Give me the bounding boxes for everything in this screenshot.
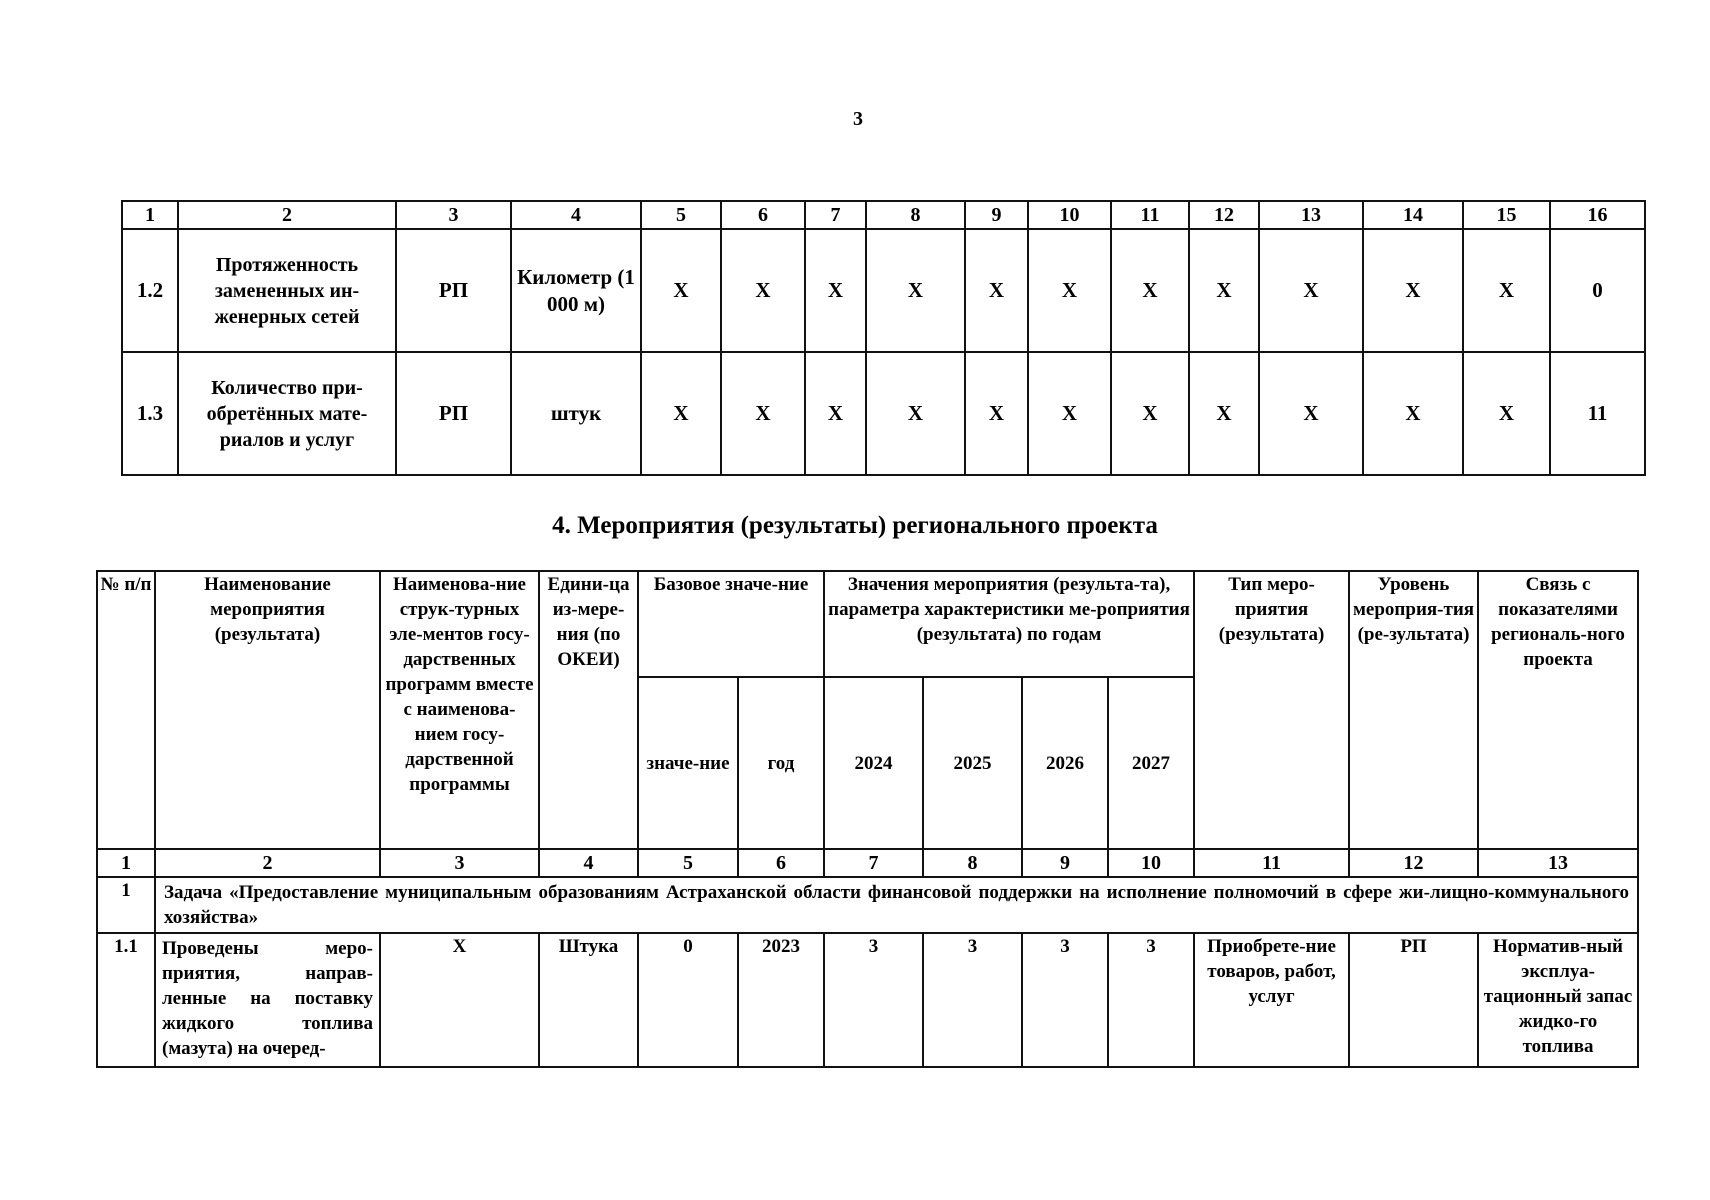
column-numbers-row [97, 849, 1638, 877]
column-number: 11 [1111, 201, 1189, 229]
header-year: 2027 [1108, 677, 1194, 849]
task-number: 1 [97, 877, 155, 933]
header-year: 2024 [824, 677, 923, 849]
indicators-table-continued [121, 200, 1646, 476]
table-cell: X [1111, 229, 1189, 352]
column-number: 6 [721, 201, 805, 229]
value-2027: 3 [1108, 933, 1194, 1067]
indicator-level: РП [396, 229, 511, 352]
header-unit: Едини-ца из-мере-ния (по ОКЕИ) [539, 571, 638, 849]
column-number: 11 [1194, 849, 1349, 877]
table-cell: X [1463, 229, 1550, 352]
column-number: 12 [1349, 849, 1478, 877]
activities-table [96, 570, 1639, 1068]
column-number: 2 [155, 849, 380, 877]
section-title: 4. Мероприятия (результаты) регионального проекта [552, 512, 1158, 539]
header-year: 2025 [923, 677, 1022, 849]
column-number: 7 [824, 849, 923, 877]
table-cell: X [1028, 229, 1111, 352]
column-number: 16 [1550, 201, 1645, 229]
table-cell: X [1463, 352, 1550, 475]
table-cell: X [965, 229, 1028, 352]
task-text: Задача «Предоставление муниципальным образованиям Астраханской области финансовой поддержки на исполнение полномочий в сфере жи-лищно-коммунального хозяйства» [155, 877, 1638, 933]
header-structural-elements: Наименова-ние струк-турных эле-ментов госу-дарственных программ вместе с наименова-нием госу-дарственной программы [380, 571, 539, 849]
value-2025: 3 [923, 933, 1022, 1067]
table-cell: X [866, 229, 965, 352]
column-number: 8 [866, 201, 965, 229]
link-indicators: Норматив-ный эксплуа-тационный запас жидко-го топлива [1478, 933, 1638, 1067]
table-cell: X [1028, 352, 1111, 475]
column-number: 3 [396, 201, 511, 229]
indicator-unit: штук [511, 352, 641, 475]
column-number: 13 [1259, 201, 1363, 229]
indicator-level: РП [396, 352, 511, 475]
indicator-name: Количество при-обретённых мате-риалов и услуг [178, 352, 396, 475]
activity-name: Проведены меро-приятия, направ-ленные на поставку жидкого топлива (мазута) на очеред- [155, 933, 380, 1067]
table-cell: X [1363, 352, 1463, 475]
table-row [122, 352, 1645, 475]
header-number: № п/п [97, 571, 155, 849]
activity-level: РП [1349, 933, 1478, 1067]
column-number: 2 [178, 201, 396, 229]
indicator-unit: Километр (1 000 м) [511, 229, 641, 352]
table-cell: X [1259, 229, 1363, 352]
column-number: 4 [539, 849, 638, 877]
column-number: 13 [1478, 849, 1638, 877]
header-activity-level: Уровень мероприя-тия (ре-зультата) [1349, 571, 1478, 849]
column-number: 1 [122, 201, 178, 229]
table-cell: X [805, 229, 866, 352]
column-number: 5 [638, 849, 738, 877]
column-number: 10 [1028, 201, 1111, 229]
row-number: 1.2 [122, 229, 178, 352]
table-cell: X [1189, 229, 1259, 352]
base-value: 0 [638, 933, 738, 1067]
row-number: 1.1 [97, 933, 155, 1067]
column-number: 8 [923, 849, 1022, 877]
base-year: 2023 [738, 933, 824, 1067]
column-number: 3 [380, 849, 539, 877]
table-cell: X [1189, 352, 1259, 475]
column-number: 5 [641, 201, 721, 229]
column-number: 12 [1189, 201, 1259, 229]
header-activity-name: Наименование мероприятия (результата) [155, 571, 380, 849]
header-year: 2026 [1022, 677, 1108, 849]
header-base-value: Базовое значе-ние [638, 571, 824, 677]
header-link-indicators: Связь с показателями региональ-ного проекта [1478, 571, 1638, 849]
structural-element: X [380, 933, 539, 1067]
table-cell: X [866, 352, 965, 475]
table-header-row [97, 571, 1638, 677]
table-cell-last: 0 [1550, 229, 1645, 352]
activity-type: Приобрете-ние товаров, работ, услуг [1194, 933, 1349, 1067]
column-number: 4 [511, 201, 641, 229]
table-cell-last: 11 [1550, 352, 1645, 475]
page-number: 3 [853, 108, 863, 130]
table-cell: X [641, 229, 721, 352]
header-values-by-year: Значения мероприятия (результа-та), параметра характеристики ме-роприятия (результата) по годам [824, 571, 1194, 677]
table-cell: X [1259, 352, 1363, 475]
table-cell: X [965, 352, 1028, 475]
column-number: 14 [1363, 201, 1463, 229]
table-cell: X [641, 352, 721, 475]
unit: Штука [539, 933, 638, 1067]
table-cell: X [721, 352, 805, 475]
table-row [97, 933, 1638, 1067]
table-cell: X [805, 352, 866, 475]
header-base-value-year: год [738, 677, 824, 849]
header-activity-type: Тип меро-приятия (результата) [1194, 571, 1349, 849]
table-cell: X [1111, 352, 1189, 475]
column-number: 6 [738, 849, 824, 877]
column-number: 9 [1022, 849, 1108, 877]
column-number: 10 [1108, 849, 1194, 877]
value-2026: 3 [1022, 933, 1108, 1067]
table-row [122, 229, 1645, 352]
column-number: 9 [965, 201, 1028, 229]
table-cell: X [721, 229, 805, 352]
column-number: 15 [1463, 201, 1550, 229]
header-base-value-value: значе-ние [638, 677, 738, 849]
value-2024: 3 [824, 933, 923, 1067]
indicator-name: Протяженность замененных ин-женерных сетей [178, 229, 396, 352]
table-cell: X [1363, 229, 1463, 352]
row-number: 1.3 [122, 352, 178, 475]
task-row [97, 877, 1638, 933]
column-number: 1 [97, 849, 155, 877]
table-header-row [122, 201, 1645, 229]
column-number: 7 [805, 201, 866, 229]
